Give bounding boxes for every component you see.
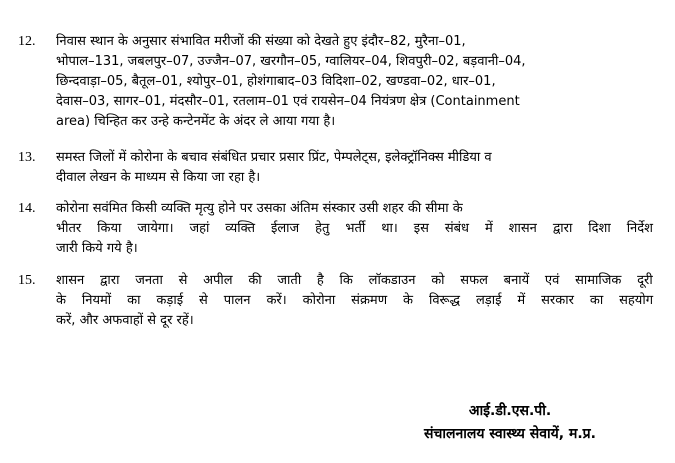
text-line: दीवाल लेखन के माध्यम से किया जा रहा है। xyxy=(56,170,261,185)
text-line: समस्त जिलों में कोरोना के बचाव संबंधित प्रचार प्रसार प्रिंट, पेम्पलेट्स, इलेक्ट्रॉनिक्स मीडिया व xyxy=(56,150,492,165)
point-number: 15. xyxy=(18,273,36,288)
point-text xyxy=(56,148,653,188)
signature-department: संचालनालय स्वास्थ्य सेवायें, म.प्र. xyxy=(424,426,596,442)
point-number: 14. xyxy=(18,201,36,216)
text-line: निवास स्थान के अनुसार संभावित मरीजों की संख्या को देखते हुए इंदौर–82, मुरैना–01, xyxy=(56,34,466,49)
text-line: छिन्दवाड़ा–05, बैतूल–01, श्योपुर–01, होशंगाबाद–03 विदिशा–02, खण्डवा–02, धार–01, xyxy=(56,74,496,89)
text-line: शासन द्वारा जनता से अपील की जाती है कि लॉकडाउन को सफल बनायें एवं सामाजिक दूरी xyxy=(56,273,653,288)
point-text xyxy=(56,199,653,259)
text-line: भोपाल–131, जबलपुर–07, उज्जैन–07, खरगौन–05, ग्वालियर–04, शिवपुरी–02, बड़वानी–04, xyxy=(56,54,526,69)
point-number: 12. xyxy=(18,34,36,49)
point-number: 13. xyxy=(18,150,36,165)
text-line: कोरोना सवंमित किसी व्यक्ति मृत्यु होने पर उसका अंतिम संस्कार उसी शहर की सीमा के xyxy=(56,201,463,216)
text-line: करें, और अफवाहों से दूर रहें। xyxy=(56,313,194,328)
text-line: area) चिन्हित कर उन्हे कन्टेनमेंट के अंदर ले आया गया है। xyxy=(56,114,336,129)
text-line: देवास–03, सागर–01, मंदसौर–01, रतलाम–01 एवं रायसेन–04 नियंत्रण क्षेत्र (Containment xyxy=(56,94,520,109)
text-line: जारी किये गये है। xyxy=(56,241,138,256)
text-line: के नियमों का कड़ाई से पालन करें। कोरोना संक्रमण के विरूद्ध लड़ाई में सरकार का सहयोग xyxy=(56,293,654,308)
point-text xyxy=(56,271,653,331)
point-text xyxy=(56,32,653,132)
text-line: भीतर किया जायेगा। जहां व्यक्ति ईलाज हेतु भर्ती था। इस संबंध में शासन द्वारा दिशा निर्देश xyxy=(56,221,654,236)
signature-title: आई.डी.एस.पी. xyxy=(468,403,552,419)
